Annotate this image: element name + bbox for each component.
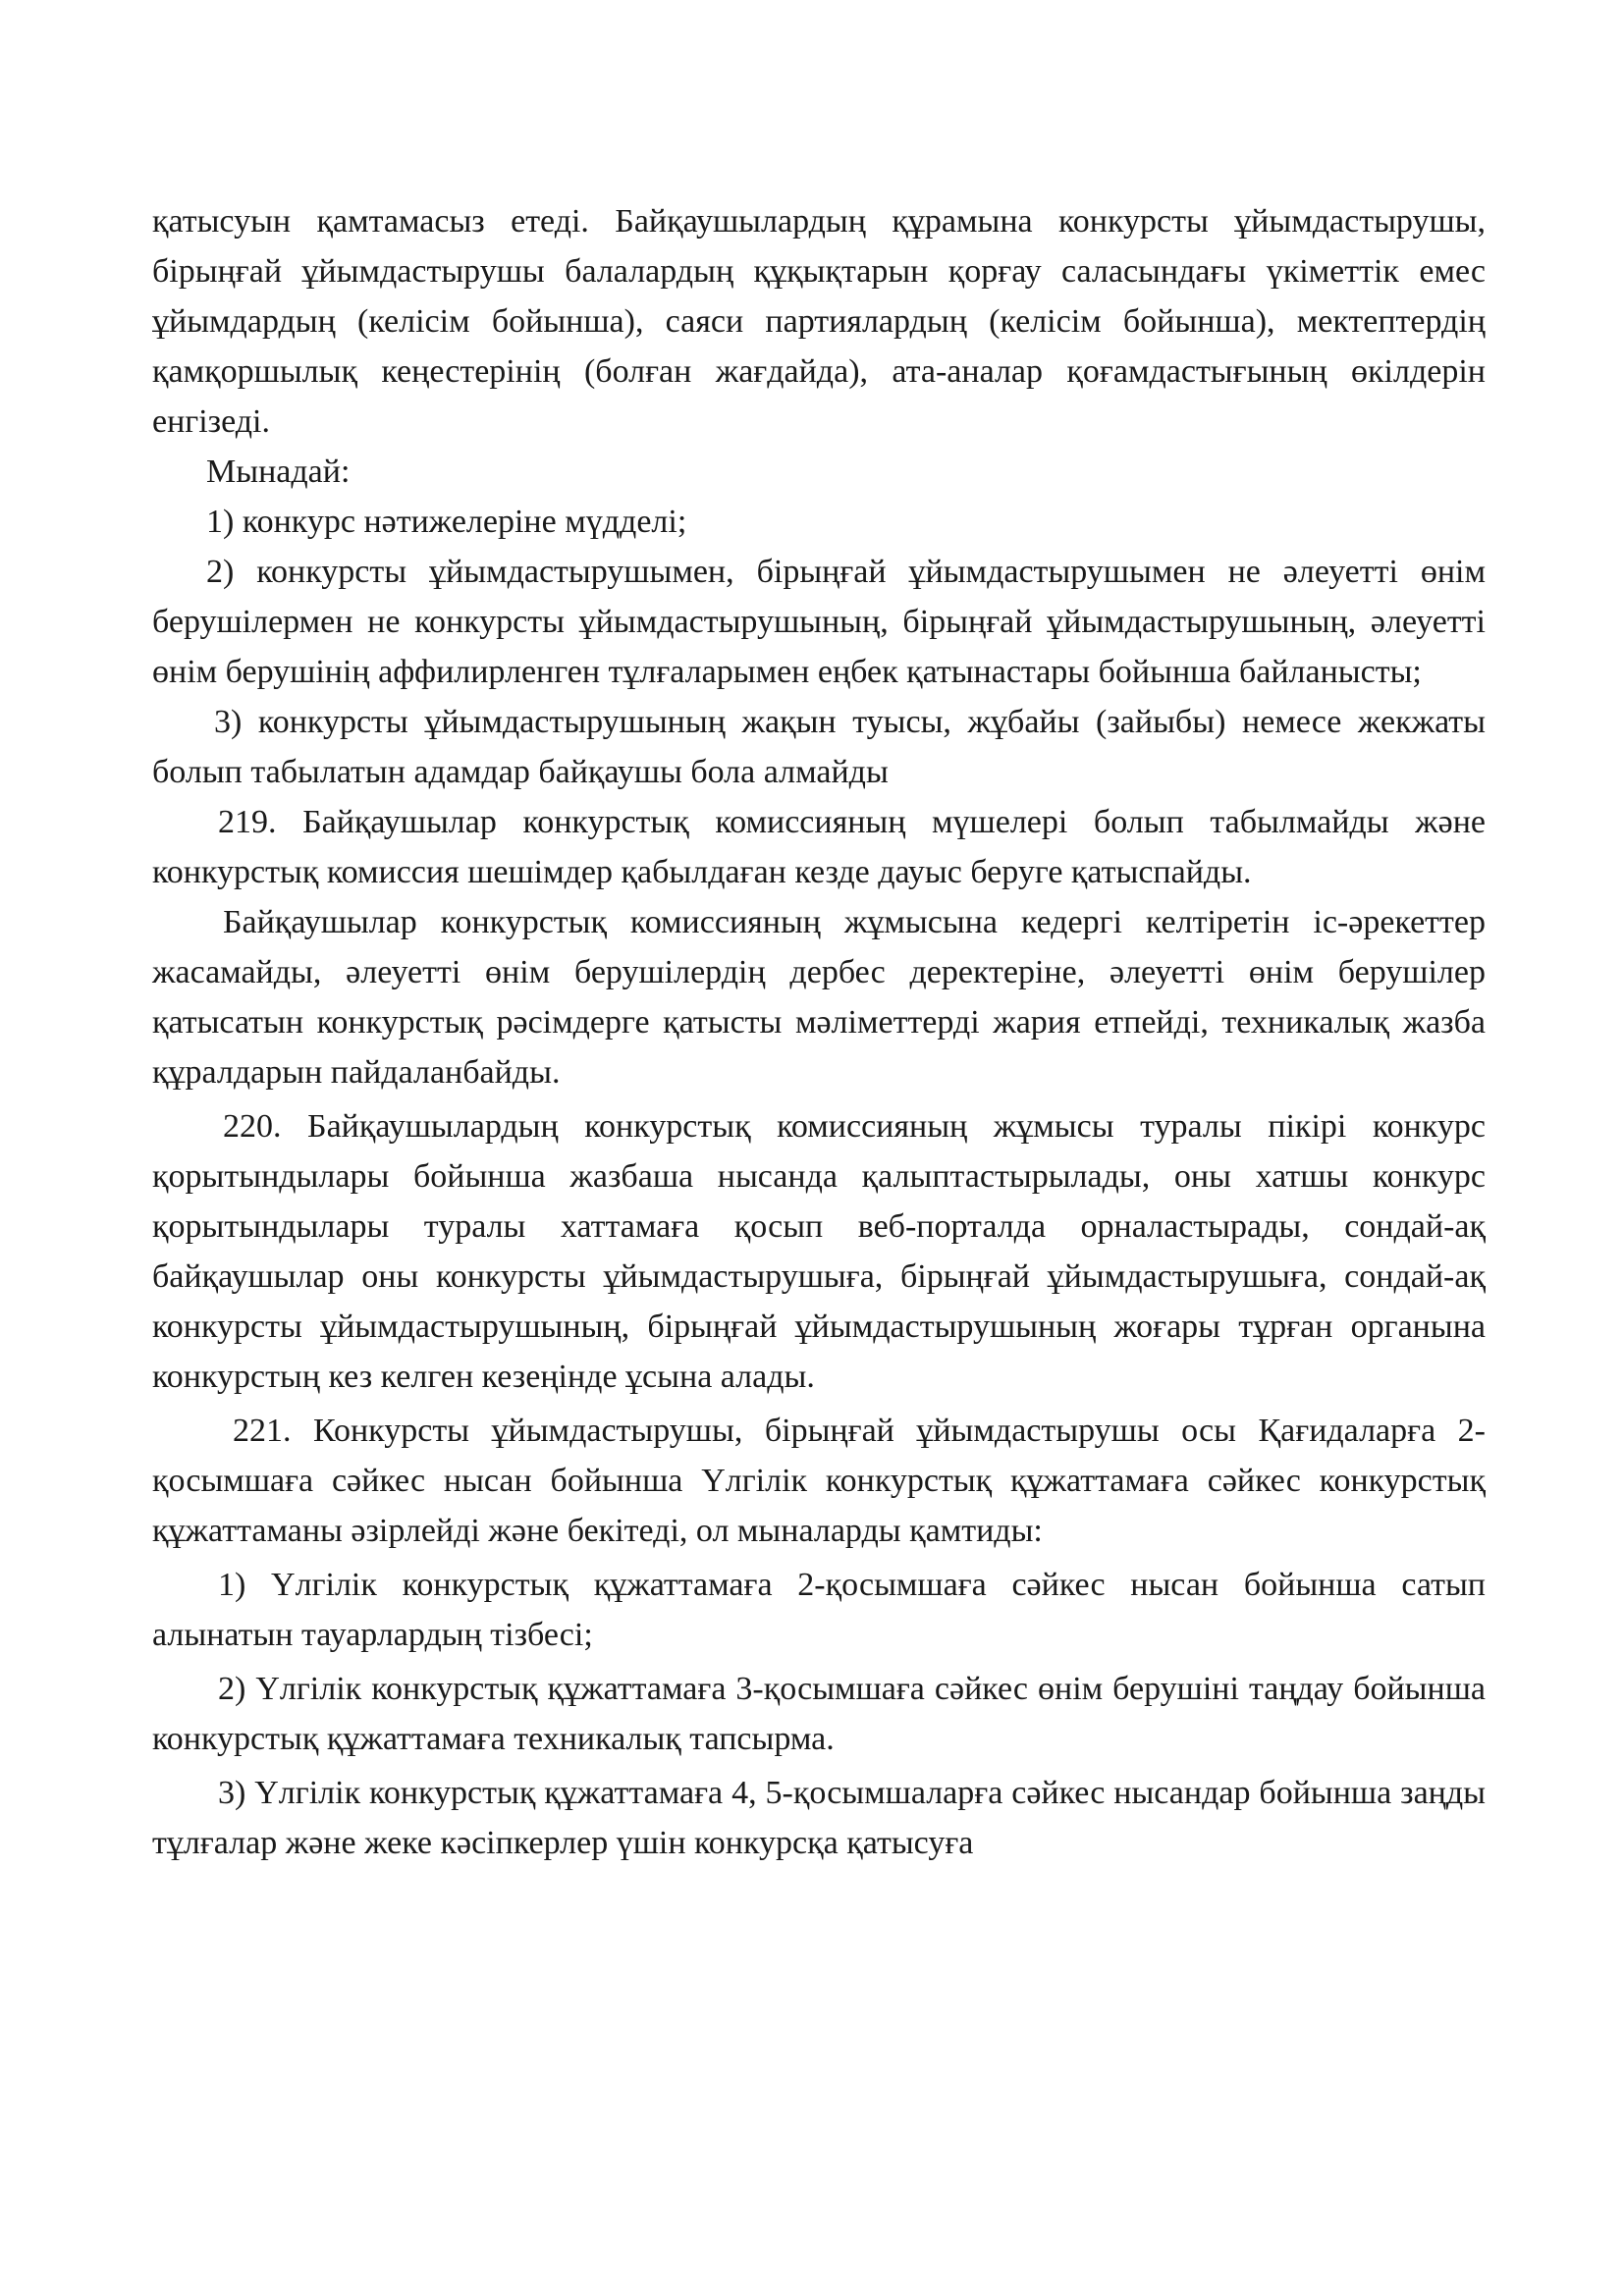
paragraph-observers-conduct: Байқаушылар конкурстық комиссияның жұмысына кедергі келтіретін іс-әрекеттер жасамайды, әлеуетті өнім берушілердің дербес деректеріне, әлеуетті өнім берушілер қатысатын конкурстық рәсімдерге қатысты мәліметтерді жария етпейді, техникалық жазба құралдарын пайдаланбайды. xyxy=(152,904,1486,1091)
paragraph-219: 219. Байқаушылар конкурстық комиссияның мүшелері болып табылмайды және конкурстық комиссия шешімдер қабылдаған кезде дауыс беруге қатыспайды. xyxy=(152,804,1486,890)
paragraph-item-2: 2) конкурсты ұйымдастырушымен, бірыңғай ұйымдастырушымен не әлеуетті өнім берушілермен не конкурсты ұйымдастырушының, бірыңғай ұйымдастырушының, әлеуетті өнім берушінің аффилирленген тұлғаларымен еңбек қатынастары бойынша байланысты; xyxy=(152,554,1486,690)
paragraph-item-1: 1) конкурс нәтижелеріне мүдделі; xyxy=(206,504,687,540)
paragraph-following-intro: Мынадай: xyxy=(206,454,351,490)
paragraph-221-item-3: 3) Үлгілік конкурстық құжаттамаға 4, 5-қосымшаларға сәйкес нысандар бойынша заңды тұлғалар және жеке кәсіпкерлер үшін конкурсқа қатысуға xyxy=(152,1775,1486,1861)
paragraph-220: 220. Байқаушылардың конкурстық комиссияның жұмысы туралы пікірі конкурс қорытындылары бойынша жазбаша нысанда қалыптастырылады, оны хатшы конкурс қорытындылары туралы хаттамаға қосып веб-порталда орналастырады, сондай-ақ байқаушылар оны конкурсты ұйымдастырушыға, бірыңғай ұйымдастырушыға, сондай-ақ конкурсты ұйымдастырушының, бірыңғай ұйымдастырушының жоғары тұрған органына конкурстың кез келген кезеңінде ұсына алады. xyxy=(152,1108,1486,1395)
paragraph-221-item-1: 1) Үлгілік конкурстық құжаттамаға 2-қосымшаға сәйкес нысан бойынша сатып алынатын тауарлардың тізбесі; xyxy=(152,1567,1486,1653)
paragraph-item-3: 3) конкурсты ұйымдастырушының жақын туысы, жұбайы (зайыбы) немесе жекжаты болып табылатын адамдар байқаушы бола алмайды xyxy=(152,704,1486,790)
paragraph-221: 221. Конкурсты ұйымдастырушы, бірыңғай ұйымдастырушы осы Қағидаларға 2-қосымшаға сәйкес нысан бойынша Үлгілік конкурстық құжаттамаға сәйкес конкурстық құжаттаманы әзірлейді және бекітеді, ол мыналарды қамтиды: xyxy=(152,1413,1486,1549)
paragraph-observers-composition: қатысуын қамтамасыз етеді. Байқаушылардың құрамына конкурсты ұйымдастырушы, бірыңғай ұйымдастырушы балалардың құқықтарын қорғау саласындағы үкіметтік емес ұйымдардың (келісім бойынша), саяси партиялардың (келісім бойынша), мектептердің қамқоршылық кеңестерінің (болған жағдайда), ата-аналар қоғамдастығының өкілдерін енгізеді. xyxy=(152,203,1486,440)
document-page xyxy=(152,196,1486,1868)
paragraph-221-item-2: 2) Үлгілік конкурстық құжаттамаға 3-қосымшаға сәйкес өнім берушіні таңдау бойынша конкурстық құжаттамаға техникалық тапсырма. xyxy=(152,1671,1486,1757)
